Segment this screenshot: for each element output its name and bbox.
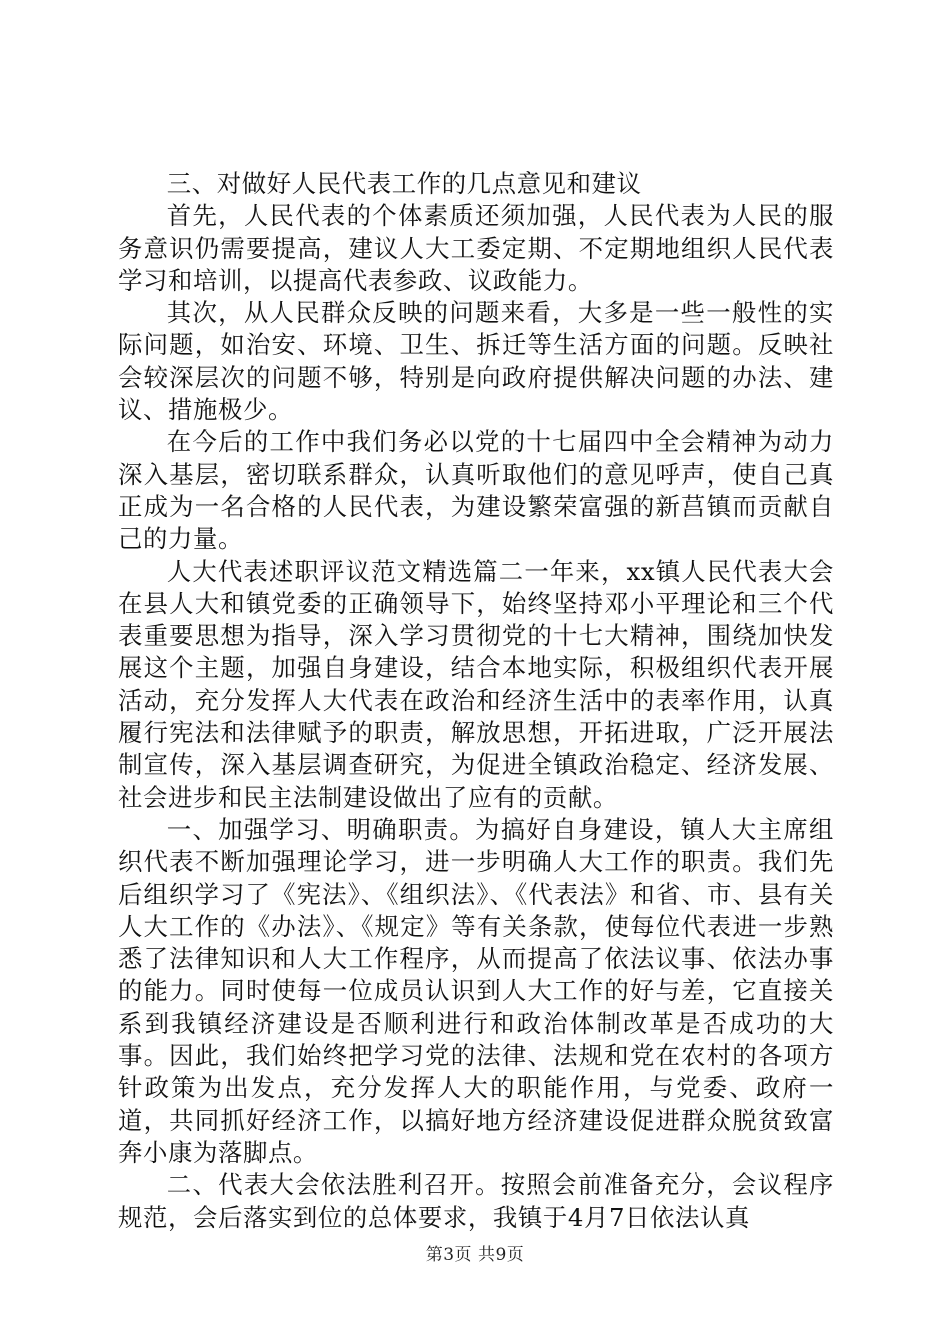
- page-number-footer: 第3页 共9页: [425, 1245, 525, 1265]
- document-body: [118, 168, 834, 1234]
- paragraph: 人大代表述职评议范文精选篇二一年来，xx镇人民代表大会在县人大和镇党委的正确领导下，始终坚持邓小平理论和三个代表重要思想为指导，深入学习贯彻党的十七大精神，围绕加快发展这个主题，加强自身建设，结合本地实际，积极组织代表开展活动，充分发挥人大代表在政治和经济生活中的表率作用，认真履行宪法和法律赋予的职责，解放思想，开拓进取，广泛开展法制宣传，深入基层调查研究，为促进全镇政治稳定、经济发展、社会进步和民主法制建设做出了应有的贡献。: [118, 556, 834, 812]
- paragraph: 首先，人民代表的个体素质还须加强，人民代表为人民的服务意识仍需要提高，建议人大工委定期、不定期地组织人民代表学习和培训，以提高代表参政、议政能力。: [118, 201, 834, 295]
- paragraph: 二、代表大会依法胜利召开。按照会前准备充分，会议程序规范，会后落实到位的总体要求，我镇于4月7日依法认真: [118, 1170, 834, 1232]
- section-heading: 三、对做好人民代表工作的几点意见和建议: [166, 169, 642, 198]
- paragraph: 在今后的工作中我们务必以党的十七届四中全会精神为动力深入基层，密切联系群众，认真听取他们的意见呼声，使自己真正成为一名合格的人民代表，为建设繁荣富强的新莒镇而贡献自己的力量。: [118, 427, 834, 554]
- paragraph: 一、加强学习、明确职责。为搞好自身建设，镇人大主席组织代表不断加强理论学习，进一步明确人大工作的职责。我们先后组织学习了《宪法》、《组织法》、《代表法》和省、市、县有关人大工作的《办法》、《规定》等有关条款，使每位代表进一步熟悉了法律知识和人大工作程序，从而提高了依法议事、依法办事的能力。同时使每一位成员认识到人大工作的好与差，它直接关系到我镇经济建设是否顺利进行和政治体制改革是否成功的大事。因此，我们始终把学习党的法律、法规和党在农村的各项方针政策为出发点，充分发挥人大的职能作用，与党委、政府一道，共同抓好经济工作，以搞好地方经济建设促进群众脱贫致富奔小康为落脚点。: [118, 814, 834, 1167]
- paragraph: 其次，从人民群众反映的问题来看，大多是一些一般性的实际问题，如治安、环境、卫生、拆迁等生活方面的问题。反映社会较深层次的问题不够，特别是向政府提供解决问题的办法、建议、措施极少。: [118, 298, 834, 425]
